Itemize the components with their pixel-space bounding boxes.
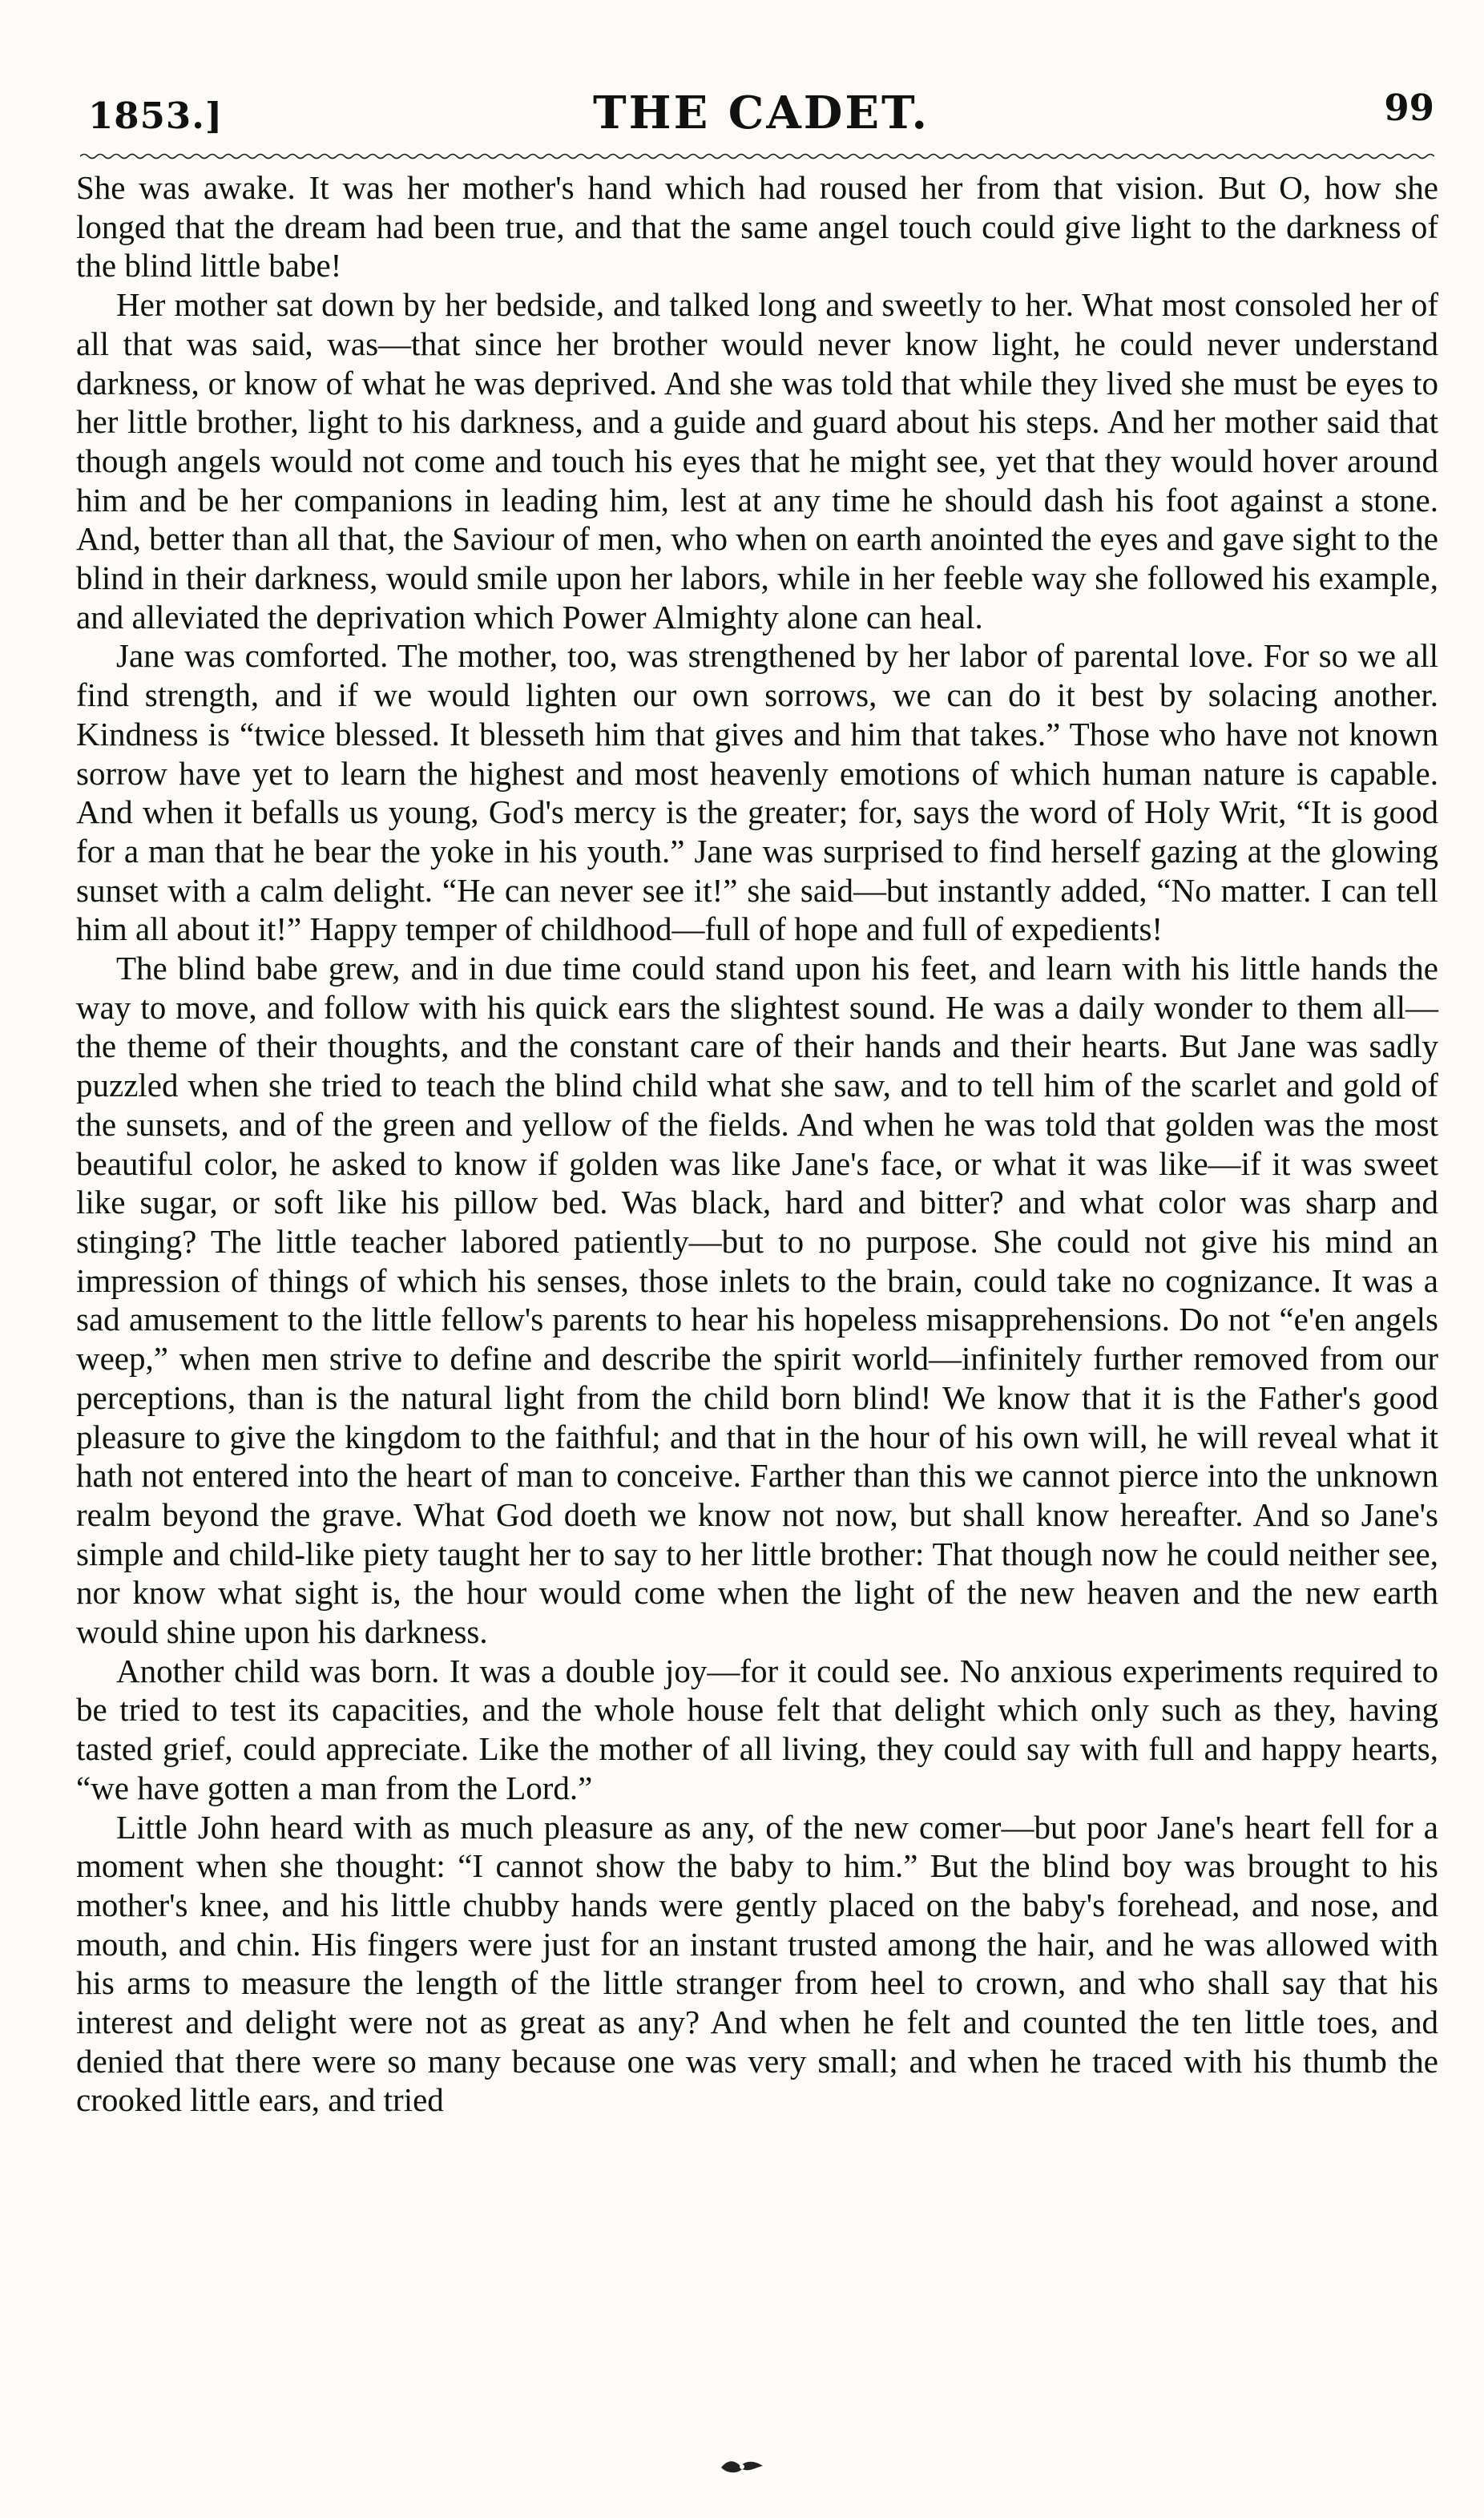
paragraph: The blind babe grew, and in due time could stand upon his feet, and learn with his little hands the way to move, and follow with his quick ears the slightest sound. He was a daily wonder to them all—the theme of their thoughts, and the constant care of their hands and their hearts. But Jane was sadly puzzled when she tried to teach the blind child what she saw, and to tell him of the scarlet and gold of the sunsets, and of the green and yellow of the fields. And when he was told that golden was the most beautiful color, he asked to know if golden was like Jane's face, or what it was like—if it was sweet like sugar, or soft like his pillow bed. Was black, hard and bitter? and what color was sharp and stinging? The little teacher labored patiently—but to no purpose. She could not give his mind an impression of things of which his senses, those inlets to the brain, could take no cognizance. It was a sad amusement to the little fellow's parents to hear his hopeless misapprehensions. Do not “e'en angels weep,” when men strive to define and describe the spirit world—infinitely further removed from our perceptions, than is the natural light from the child born blind! We know that it is the Father's good pleasure to give the kingdom to the faithful; and that in the hour of his own will, he will reveal what it hath not entered into the heart of man to conceive. Farther than this we cannot pierce into the unknown realm beyond the grave. What God doeth we know not now, but shall know hereafter. And so Jane's simple and child-like piety taught her to say to her little brother: That though now he could neither see, nor know what sight is, the hour would come when the light of the new heaven and the new earth would shine upon his darkness. — [76, 950, 1438, 1651]
header-wavy-rule — [80, 152, 1434, 160]
paragraph: Her mother sat down by her bedside, and talked long and sweetly to her. What most consoled her of all that was said, was—that since her brother would never know light, he could never understand darkness, or know of what he was deprived. And she was told that while they lived she must be eyes to her little brother, light to his darkness, and a guide and guard about his steps. And her mother said that though angels would not come and touch his eyes that he might see, yet that they would hover around him and be her companions in leading him, lest at any time he should dash his foot against a stone. And, better than all that, the Saviour of men, who when on earth anointed the eyes and gave sight to the blind in their darkness, would smile upon her labors, while in her feeble way she followed his example, and alleviated the deprivation which Power Almighty alone can heal. — [76, 286, 1438, 636]
running-header — [88, 80, 1434, 144]
article-body — [76, 168, 1438, 2120]
paragraph: Another child was born. It was a double joy—for it could see. No anxious experiments required to be tried to test its capacities, and the whole house felt that delight which only such as they, having tasted grief, could appreciate. Like the mother of all living, they could say with full and happy hearts, “we have gotten a man from the Lord.” — [76, 1652, 1438, 1806]
paragraph: She was awake. It was her mother's hand which had roused her from that vision. But O, how she longed that the dream had been true, and that the same angel touch could give light to the darkness of the blind little babe! — [76, 169, 1438, 284]
page-number: 99 — [1384, 87, 1434, 129]
paragraph: Jane was comforted. The mother, too, was strengthened by her labor of parental love. For so we all find strength, and if we would lighten our own sorrows, we can do it best by solacing another. Kindness is “twice blessed. It blesseth him that gives and him that takes.” Those who have not known sorrow have yet to learn the highest and most heavenly emotions of which human nature is capable. And when it befalls us young, God's mercy is the greater; for, says the word of Holy Writ, “It is good for a man that he bear the yoke in his youth.” Jane was surprised to find herself gazing at the glowing sunset with a calm delight. “He can never see it!” she said—but instantly added, “No matter. I can tell him all about it!” Happy temper of childhood—full of hope and full of expedients! — [76, 637, 1438, 948]
header-year: 1853.] — [88, 95, 224, 137]
paragraph: Little John heard with as much pleasure as any, of the new comer—but poor Jane's heart fell for a moment when she thought: “I cannot show the baby to him.” But the blind boy was brought to his mother's knee, and his little chubby hands were gently placed on the baby's forehead, and nose, and mouth, and chin. His fingers were just for an instant trusted among the hair, and he was allowed with his arms to measure the length of the little stranger from heel to crown, and who shall say that his interest and delight were not as great as any? And when he felt and counted the ten little toes, and denied that there were so many because one was very small; and when he traced with his thumb the crooked little ears, and tried — [76, 1808, 1438, 2119]
printer-ornament-icon — [0, 2448, 1484, 2485]
header-title: THE CADET. — [593, 87, 930, 139]
